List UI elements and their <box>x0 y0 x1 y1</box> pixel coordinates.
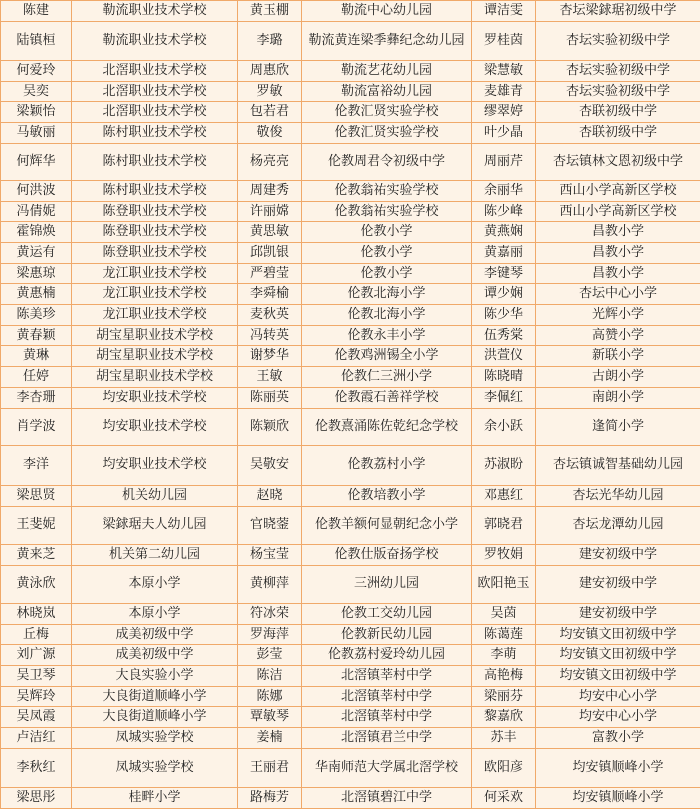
school-name-cell: 伦教鸡洲锡全小学 <box>302 346 472 367</box>
school-name-cell: 杏联初级中学 <box>536 102 700 123</box>
teacher-name-cell: 彭莹 <box>238 645 302 666</box>
teacher-name-cell: 麦秋英 <box>238 305 302 326</box>
school-name-cell: 均安镇顺峰小学 <box>536 788 700 809</box>
school-name-cell: 北滘职业技术学校 <box>72 81 238 102</box>
teacher-name-cell: 梁思彤 <box>1 788 72 809</box>
teacher-name-cell: 严碧莹 <box>238 263 302 284</box>
table-row <box>1 686 700 707</box>
teacher-name-cell: 何辉华 <box>1 143 72 180</box>
school-name-cell: 伦教仁三洲小学 <box>302 367 472 388</box>
school-name-cell: 均安职业技术学校 <box>72 387 238 408</box>
teacher-name-cell: 谭少娴 <box>472 284 536 305</box>
school-name-cell: 逢简小学 <box>536 408 700 445</box>
table-row <box>1 624 700 645</box>
table-row <box>1 305 700 326</box>
school-name-cell: 建安初级中学 <box>536 545 700 566</box>
table-row <box>1 143 700 180</box>
teacher-name-cell: 王斐妮 <box>1 506 72 544</box>
teacher-name-cell: 黄玉棚 <box>238 1 302 22</box>
teacher-name-cell: 黄运有 <box>1 243 72 264</box>
teacher-name-cell: 谭洁雯 <box>472 1 536 22</box>
school-name-cell: 南朗小学 <box>536 387 700 408</box>
table-row <box>1 263 700 284</box>
school-name-cell: 龙江职业技术学校 <box>72 284 238 305</box>
teacher-name-cell: 陈丽英 <box>238 387 302 408</box>
school-name-cell: 勒流职业技术学校 <box>72 1 238 22</box>
teacher-name-cell: 赵晓 <box>238 486 302 507</box>
school-name-cell: 杏坛实验初级中学 <box>536 21 700 60</box>
school-name-cell: 伦教霞石善祥学校 <box>302 387 472 408</box>
school-name-cell: 西山小学高新区学校 <box>536 180 700 201</box>
school-name-cell: 本原小学 <box>72 604 238 625</box>
table-row <box>1 486 700 507</box>
table-row <box>1 707 700 728</box>
school-name-cell: 均安中心小学 <box>536 707 700 728</box>
school-name-cell: 桂畔小学 <box>72 788 238 809</box>
teacher-name-cell: 路梅芳 <box>238 788 302 809</box>
table-row <box>1 222 700 243</box>
teacher-name-cell: 郭晓君 <box>472 506 536 544</box>
teacher-name-cell: 符冰荣 <box>238 604 302 625</box>
school-name-cell: 均安职业技术学校 <box>72 445 238 485</box>
table-row <box>1 565 700 603</box>
teacher-name-cell: 黄燕娴 <box>472 222 536 243</box>
school-name-cell: 伦教汇贤实验学校 <box>302 102 472 123</box>
school-name-cell: 伦教工交幼儿园 <box>302 604 472 625</box>
school-name-cell: 陈村职业技术学校 <box>72 143 238 180</box>
teacher-name-cell: 李秋红 <box>1 748 72 787</box>
teacher-name-cell: 黄春颖 <box>1 325 72 346</box>
school-name-cell: 北滘镇莘村中学 <box>302 666 472 687</box>
school-name-cell: 富教小学 <box>536 728 700 749</box>
school-name-cell: 北滘镇莘村中学 <box>302 707 472 728</box>
table-row <box>1 748 700 787</box>
teacher-name-cell: 李璐 <box>238 21 302 60</box>
teacher-name-cell: 陈洁 <box>238 666 302 687</box>
school-name-cell: 古朗小学 <box>536 367 700 388</box>
teacher-name-cell: 林晓岚 <box>1 604 72 625</box>
school-name-cell: 陈登职业技术学校 <box>72 201 238 222</box>
teacher-name-cell: 梁颖怡 <box>1 102 72 123</box>
school-name-cell: 凤城实验学校 <box>72 748 238 787</box>
school-name-cell: 伦教翁祐实验学校 <box>302 180 472 201</box>
school-name-cell: 新联小学 <box>536 346 700 367</box>
school-name-cell: 陈登职业技术学校 <box>72 243 238 264</box>
teacher-name-cell: 马敏丽 <box>1 123 72 144</box>
teacher-name-cell: 黄柳萍 <box>238 565 302 603</box>
teacher-name-cell: 陈颖欣 <box>238 408 302 445</box>
teacher-name-cell: 李萌 <box>472 645 536 666</box>
school-name-cell: 杏坛梁銶琚初级中学 <box>536 1 700 22</box>
school-name-cell: 北滘镇君兰中学 <box>302 728 472 749</box>
teacher-name-cell: 黄泳欣 <box>1 565 72 603</box>
teacher-name-cell: 姜楠 <box>238 728 302 749</box>
teacher-name-cell: 黄嘉丽 <box>472 243 536 264</box>
school-name-cell: 伦教小学 <box>302 263 472 284</box>
school-name-cell: 成美初级中学 <box>72 624 238 645</box>
school-name-cell: 本原小学 <box>72 565 238 603</box>
table-row <box>1 387 700 408</box>
teacher-name-cell: 梁惠琼 <box>1 263 72 284</box>
teacher-name-cell: 陈美珍 <box>1 305 72 326</box>
teacher-name-cell: 刘广源 <box>1 645 72 666</box>
teacher-name-cell: 高艳梅 <box>472 666 536 687</box>
school-name-cell: 伦教仕版奋扬学校 <box>302 545 472 566</box>
school-name-cell: 建安初级中学 <box>536 565 700 603</box>
teacher-name-cell: 吴茵 <box>472 604 536 625</box>
school-name-cell: 杏坛镇林文恩初级中学 <box>536 143 700 180</box>
school-name-cell: 均安职业技术学校 <box>72 408 238 445</box>
school-name-cell: 均安镇文田初级中学 <box>536 624 700 645</box>
teacher-name-cell: 梁丽芬 <box>472 686 536 707</box>
school-name-cell: 伦教熹涌陈佐乾纪念学校 <box>302 408 472 445</box>
school-name-cell: 陈村职业技术学校 <box>72 180 238 201</box>
school-name-cell: 伦教北海小学 <box>302 305 472 326</box>
school-name-cell: 陈登职业技术学校 <box>72 222 238 243</box>
teacher-name-cell: 黄琳 <box>1 346 72 367</box>
school-name-cell: 勒流富裕幼儿园 <box>302 81 472 102</box>
school-name-cell: 杏坛镇诚智基础幼儿园 <box>536 445 700 485</box>
school-name-cell: 伦教新民幼儿园 <box>302 624 472 645</box>
school-name-cell: 伦教翁祐实验学校 <box>302 201 472 222</box>
teacher-name-cell: 李杏珊 <box>1 387 72 408</box>
teacher-name-cell: 陆镇桓 <box>1 21 72 60</box>
teacher-name-cell: 梁慧敏 <box>472 61 536 82</box>
table-row <box>1 645 700 666</box>
school-name-cell: 杏坛中心小学 <box>536 284 700 305</box>
teacher-name-cell: 敬俊 <box>238 123 302 144</box>
teacher-name-cell: 麦雄青 <box>472 81 536 102</box>
teacher-name-cell: 余丽华 <box>472 180 536 201</box>
table-row <box>1 367 700 388</box>
school-name-cell: 勒流职业技术学校 <box>72 21 238 60</box>
table-row <box>1 506 700 544</box>
school-name-cell: 伦教培教小学 <box>302 486 472 507</box>
teacher-name-cell: 余小跃 <box>472 408 536 445</box>
teacher-name-cell: 罗敏 <box>238 81 302 102</box>
teacher-name-cell: 覃敏琴 <box>238 707 302 728</box>
teacher-name-cell: 谢梦华 <box>238 346 302 367</box>
teacher-name-cell: 王敏 <box>238 367 302 388</box>
school-name-cell: 杏坛实验初级中学 <box>536 81 700 102</box>
school-name-cell: 胡宝星职业技术学校 <box>72 325 238 346</box>
teacher-name-cell: 李佩红 <box>472 387 536 408</box>
school-name-cell: 光辉小学 <box>536 305 700 326</box>
teacher-name-cell: 陈建 <box>1 1 72 22</box>
school-name-cell: 勒流中心幼儿园 <box>302 1 472 22</box>
teacher-name-cell: 邱凯银 <box>238 243 302 264</box>
teacher-name-cell: 李洋 <box>1 445 72 485</box>
table-row <box>1 728 700 749</box>
teacher-name-cell: 冯转英 <box>238 325 302 346</box>
teacher-name-cell: 李键琴 <box>472 263 536 284</box>
teacher-name-cell: 苏丰 <box>472 728 536 749</box>
teacher-name-cell: 邓惠红 <box>472 486 536 507</box>
teacher-name-cell: 梁思贤 <box>1 486 72 507</box>
school-name-cell: 大良街道顺峰小学 <box>72 686 238 707</box>
teacher-name-cell: 黄惠楠 <box>1 284 72 305</box>
table-row <box>1 284 700 305</box>
teacher-name-cell: 霍锦焕 <box>1 222 72 243</box>
table-row <box>1 81 700 102</box>
school-name-cell: 均安镇顺峰小学 <box>536 748 700 787</box>
school-name-cell: 机关第二幼儿园 <box>72 545 238 566</box>
school-name-cell: 伦教周君令初级中学 <box>302 143 472 180</box>
teacher-name-cell: 陈晓晴 <box>472 367 536 388</box>
school-name-cell: 昌教小学 <box>536 222 700 243</box>
table-row <box>1 445 700 485</box>
teacher-name-cell: 吴奕 <box>1 81 72 102</box>
school-name-cell: 凤城实验学校 <box>72 728 238 749</box>
school-name-cell: 成美初级中学 <box>72 645 238 666</box>
school-name-cell: 伦教小学 <box>302 222 472 243</box>
teacher-name-cell: 丘梅 <box>1 624 72 645</box>
teacher-name-cell: 吴卫琴 <box>1 666 72 687</box>
teacher-name-cell: 周惠欣 <box>238 61 302 82</box>
teacher-name-cell: 何洪波 <box>1 180 72 201</box>
school-name-cell: 大良实验小学 <box>72 666 238 687</box>
teacher-name-cell: 陈少华 <box>472 305 536 326</box>
school-name-cell: 昌教小学 <box>536 263 700 284</box>
school-name-cell: 北滘镇莘村中学 <box>302 686 472 707</box>
school-name-cell: 北滘镇碧江中学 <box>302 788 472 809</box>
table-row <box>1 545 700 566</box>
teacher-name-cell: 王丽君 <box>238 748 302 787</box>
school-name-cell: 三洲幼儿园 <box>302 565 472 603</box>
school-name-cell: 均安中心小学 <box>536 686 700 707</box>
teacher-name-cell: 欧阳彦 <box>472 748 536 787</box>
school-name-cell: 伦教北海小学 <box>302 284 472 305</box>
school-name-cell: 伦教永丰小学 <box>302 325 472 346</box>
teacher-name-cell: 苏淑盼 <box>472 445 536 485</box>
school-name-cell: 伦教小学 <box>302 243 472 264</box>
school-name-cell: 杏联初级中学 <box>536 123 700 144</box>
table-row <box>1 666 700 687</box>
table-row <box>1 788 700 809</box>
table-row <box>1 346 700 367</box>
teacher-name-cell: 罗桂茵 <box>472 21 536 60</box>
teacher-name-cell: 官晓蓥 <box>238 506 302 544</box>
teacher-name-cell: 洪萱仪 <box>472 346 536 367</box>
school-name-cell: 胡宝星职业技术学校 <box>72 367 238 388</box>
school-name-cell: 伦教羊额何显朝纪念小学 <box>302 506 472 544</box>
school-name-cell: 华南师范大学属北滘学校 <box>302 748 472 787</box>
school-name-cell: 机关幼儿园 <box>72 486 238 507</box>
teacher-name-cell: 黎嘉欣 <box>472 707 536 728</box>
table-row <box>1 243 700 264</box>
school-name-cell: 杏坛实验初级中学 <box>536 61 700 82</box>
teacher-name-cell: 周建秀 <box>238 180 302 201</box>
school-name-cell: 胡宝星职业技术学校 <box>72 346 238 367</box>
teacher-name-cell: 卢洁红 <box>1 728 72 749</box>
school-name-cell: 高赞小学 <box>536 325 700 346</box>
table-row <box>1 21 700 60</box>
teacher-name-cell: 杨亮亮 <box>238 143 302 180</box>
school-name-cell: 勒流黄连梁季彝纪念幼儿园 <box>302 21 472 60</box>
teacher-name-cell: 吴辉玲 <box>1 686 72 707</box>
table-row <box>1 408 700 445</box>
table-row <box>1 325 700 346</box>
teacher-name-cell: 包若君 <box>238 102 302 123</box>
school-name-cell: 梁銶琚夫人幼儿园 <box>72 506 238 544</box>
teacher-name-cell: 伍秀棠 <box>472 325 536 346</box>
table-row <box>1 102 700 123</box>
school-name-cell: 龙江职业技术学校 <box>72 263 238 284</box>
school-name-cell: 北滘职业技术学校 <box>72 61 238 82</box>
teacher-name-cell: 任婷 <box>1 367 72 388</box>
school-name-cell: 均安镇文田初级中学 <box>536 645 700 666</box>
school-name-cell: 勒流艺花幼儿园 <box>302 61 472 82</box>
teacher-name-cell: 何爱玲 <box>1 61 72 82</box>
school-name-cell: 昌教小学 <box>536 243 700 264</box>
teacher-name-cell: 杨宝莹 <box>238 545 302 566</box>
school-name-cell: 大良街道顺峰小学 <box>72 707 238 728</box>
school-name-cell: 杏坛光华幼儿园 <box>536 486 700 507</box>
school-name-cell: 伦教荔村爱玲幼儿园 <box>302 645 472 666</box>
school-name-cell: 西山小学高新区学校 <box>536 201 700 222</box>
teacher-name-cell: 罗海萍 <box>238 624 302 645</box>
table-row <box>1 123 700 144</box>
school-name-cell: 龙江职业技术学校 <box>72 305 238 326</box>
table-row <box>1 201 700 222</box>
school-name-cell: 伦教荔村小学 <box>302 445 472 485</box>
teacher-name-cell: 陈蔼莲 <box>472 624 536 645</box>
school-name-cell: 均安镇文田初级中学 <box>536 666 700 687</box>
teacher-name-cell: 缪翠婷 <box>472 102 536 123</box>
teacher-name-cell: 何采欢 <box>472 788 536 809</box>
teacher-name-cell: 冯倩妮 <box>1 201 72 222</box>
teacher-name-cell: 陈少峰 <box>472 201 536 222</box>
teacher-name-cell: 叶少晶 <box>472 123 536 144</box>
teacher-name-cell: 黄来芝 <box>1 545 72 566</box>
teacher-name-cell: 陈娜 <box>238 686 302 707</box>
table-row <box>1 604 700 625</box>
teacher-name-cell: 黄思敏 <box>238 222 302 243</box>
teacher-name-cell: 肖学波 <box>1 408 72 445</box>
school-name-cell: 陈村职业技术学校 <box>72 123 238 144</box>
teacher-name-cell: 吴敬安 <box>238 445 302 485</box>
school-name-cell: 杏坛龙潭幼儿园 <box>536 506 700 544</box>
table-row <box>1 180 700 201</box>
teacher-name-cell: 李舜榆 <box>238 284 302 305</box>
school-name-cell: 伦教汇贤实验学校 <box>302 123 472 144</box>
teacher-name-cell: 许丽嫦 <box>238 201 302 222</box>
school-name-cell: 北滘职业技术学校 <box>72 102 238 123</box>
teacher-name-cell: 欧阳艳玉 <box>472 565 536 603</box>
table-row <box>1 61 700 82</box>
teacher-name-cell: 罗牧娟 <box>472 545 536 566</box>
table-body <box>1 1 700 809</box>
teacher-name-cell: 周丽芹 <box>472 143 536 180</box>
teacher-name-cell: 吴凤霞 <box>1 707 72 728</box>
school-name-cell: 建安初级中学 <box>536 604 700 625</box>
table-row <box>1 1 700 22</box>
